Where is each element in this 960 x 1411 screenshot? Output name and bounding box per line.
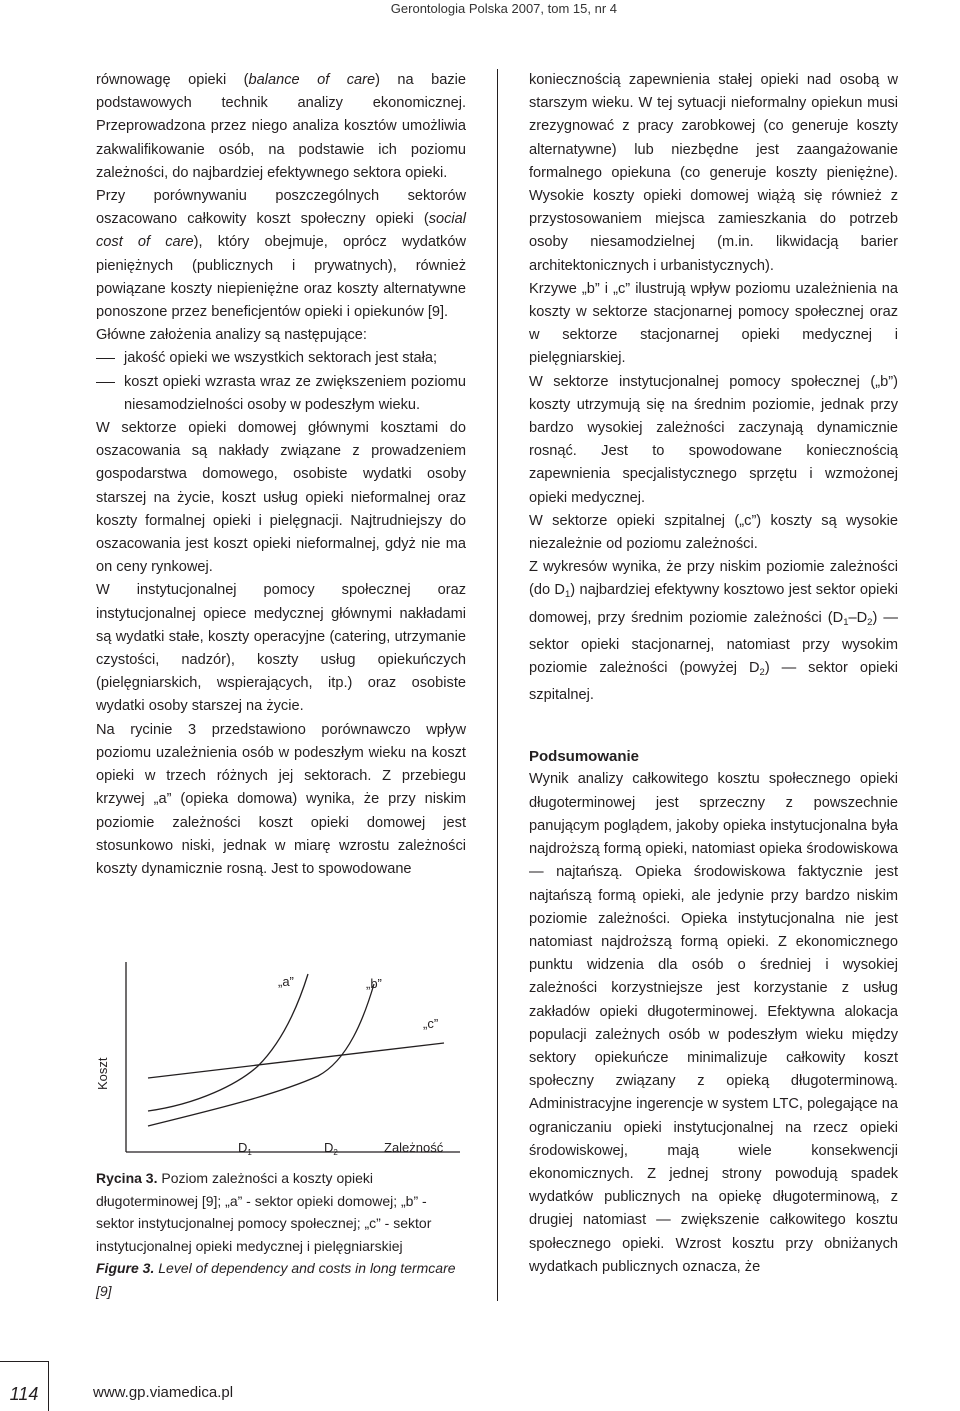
d1-label: $D_1$ [238,1140,252,1157]
page-number: 114 [9,1384,39,1404]
paragraph: Wynik analizy całkowitego kosztu społecznego opieki długoterminowej jest sprzeczny z powszechnie panującym poglądem, jakoby opieka instytucjonalna była najdroższą formą opieki, natomiast opieka środowiskowa — najtańszą. Opieka środowiskowa faktycznie jest najtańszą formą opieki, ale jedynie przy bardzo niskim poziomie zależności. Opieka instytucjonalna nie jest natomiast najdroższą formą opieki. Z ekonomicznego punktu widzenia dla osób o średniej i wysokiej zależności korzystniejsze jest korzystanie z usług zakładów opieki długoterminowej. Efektywna alokacja populacji zależnych osób w podeszłym wieku między sektory opiekuńcze minimalizuje całkowity koszt społeczny związany z opieką długoterminową. Administracyjne ingerencje w system LTC, polegające na ograniczaniu opieki instytucjonalnej na rzecz opieki środowiskowej, mają wiele konsekwencji ekonomicznych. Z jednej strony powodują spadek wydatków publicznych na opiekę długoterminową, z drugiej natomiast — zwiększenie całkowitego kosztu społecznego opieki. Wzrost kosztu przy obniżanych wydatkach publicznych oznacza, że [529,771,898,1275]
paragraph: W instytucjonalnej pomocy społecznej oraz instytucjonalnej opiece medycznej głównymi nakładami są wydatki stałe, koszty operacyjne (catering, utrzymanie czystości, nadzór), koszty usług opiekuńczych (pielęgniarskich, wspierających, itp.) oraz osobiste wydatki osoby starszej na życie. [96,582,466,715]
right-column [529,69,898,1279]
list-item: jakość opieki we wszystkich sektorach jest stała; [96,347,466,370]
caption-english: Figure 3. Level of dependency and costs in long termcare [9] [96,1260,456,1299]
figure-3 [88,956,468,1166]
caption-polish: Rycina 3. Poziom zależności a koszty opieki długoterminowej [9]; „a” - sektor opieki domowej; „b” - sektor instytucjonalnej pomocy społecznej; „c” - sektor instytucjonalnej opieki medycznej i pielęgniarskiej [96,1170,432,1254]
section-heading: Podsumowanie [529,748,640,766]
x-axis-label: Zależność [384,1140,444,1155]
running-header [0,0,960,40]
paragraph: W sektorze instytucjonalnej pomocy społecznej („b”) koszty utrzymują się na średnim poziomie, jednak przy bardzo wysokiej zależności zaczynają dynamicznie rosnąć. Jest to spowodowane koniecznością zapewnienia specjalistycznego sprzętu i wzmożonej opieki medycznej. [529,373,898,506]
curve-a-label: „a” [278,974,294,989]
journal-title: Gerontologia Polska 2007, tom 15, nr 4 [390,1,617,16]
paragraph: Główne założenia analizy są następujące: [96,327,367,344]
paragraph: W sektorze opieki szpitalnej („c”) koszty są wysokie niezależnie od poziomu zależności. [529,512,898,553]
curve-c [148,1043,444,1078]
paragraph: równowagę opieki (balance of care) na bazie podstawowych technik analizy ekonomicznej. Przeprowadzona przez niego analiza kosztów umożliwia zakwalifikowanie osób, na podstawie ich poziomu zależności, do najbardziej efektywnego sektora opieki. [96,72,466,181]
cost-dependency-graph [88,956,468,1166]
y-axis-label: Koszt [95,1057,110,1090]
column-divider [497,69,498,1301]
paragraph: W sektorze opieki domowej głównymi kosztami do oszacowania są nakłady związane z prowadzeniem gospodarstwa domowego, osobiste wydatki osoby starszej na życie, koszt usług opieki nieformalnej oraz koszty formalnej opieki i pielęgnacji. Najtrudniejszy do oszacowania jest koszt opieki nieformalnej, gdyż nie ma on ceny rynkowej. [96,420,466,576]
d2-label: $D_2$ [324,1140,338,1157]
left-column [96,69,466,881]
website-link[interactable]: www.gp.viamedica.pl [93,1384,234,1401]
paragraph: koniecznością zapewnienia stałej opieki nad osobą w starszym wieku. W tej sytuacji nieformalny opiekun musi zrezygnować z pracy zarobkowej (co generuje koszty alternatywne) lub niezbędne jest zaangażowanie formalnego opiekuna (co generuje koszty pieniężne). Wysokie koszty opieki domowej wiążą się również z przystosowaniem miejsca zamieszkania do potrzeb osoby niesamodzielnej (m.in. likwidacją barier architektonicznych i urbanistycznych). [529,72,898,274]
figure-caption [96,1167,466,1302]
curve-a [148,974,308,1111]
list-item: koszt opieki wzrasta wraz ze zwiększeniem poziomu niesamodzielności osoby w podeszłym wieku. [96,371,466,417]
paragraph: Na rycinie 3 przedstawiono porównawczo wpływ poziomu uzależnienia osób w podeszłym wieku na koszt opieki w trzech różnych jej sektorach. Z przebiegu krzywej „a” (opieka domowa) wynika, że przy niskim poziomie zależności koszt opieki domowej jest stosunkowo niski, jednak w miarę wzrostu zależności koszty dynamicznie rosną. Jest to spowodowane [96,721,466,877]
paragraph: Przy porównywaniu poszczególnych sektorów oszacowano całkowity koszt społeczny opieki (social cost of care), który obejmuje, oprócz wydatków pieniężnych (publicznych i prywatnych), również powiązane koszty niepieniężne oraz koszty alternatywne ponoszone przez beneficjentów opieki i opiekunów [9]. [96,188,466,321]
paragraph: Z wykresów wynika, że przy niskim poziomie zależności (do $D_1$) najbardziej efektywny kosztowo jest sektor opieki domowej, przy średnim poziomie zależności $(D_1-D_2)$ — sektor opieki stacjonarnej, natomiast przy wysokim poziomie zależności (powyżej $D_2$) — sektor opieki szpitalnej. [529,559,898,704]
paragraph: Krzywe „b” i „c” ilustrują wpływ poziomu uzależnienia na koszty w sektorze stacjonarnej pomocy społecznej oraz w sektorze stacjonarnej opieki medycznej i pielęgniarskiej. [529,280,898,367]
curve-c-label: „c” [423,1016,439,1031]
curve-b-label: „b” [366,976,382,991]
